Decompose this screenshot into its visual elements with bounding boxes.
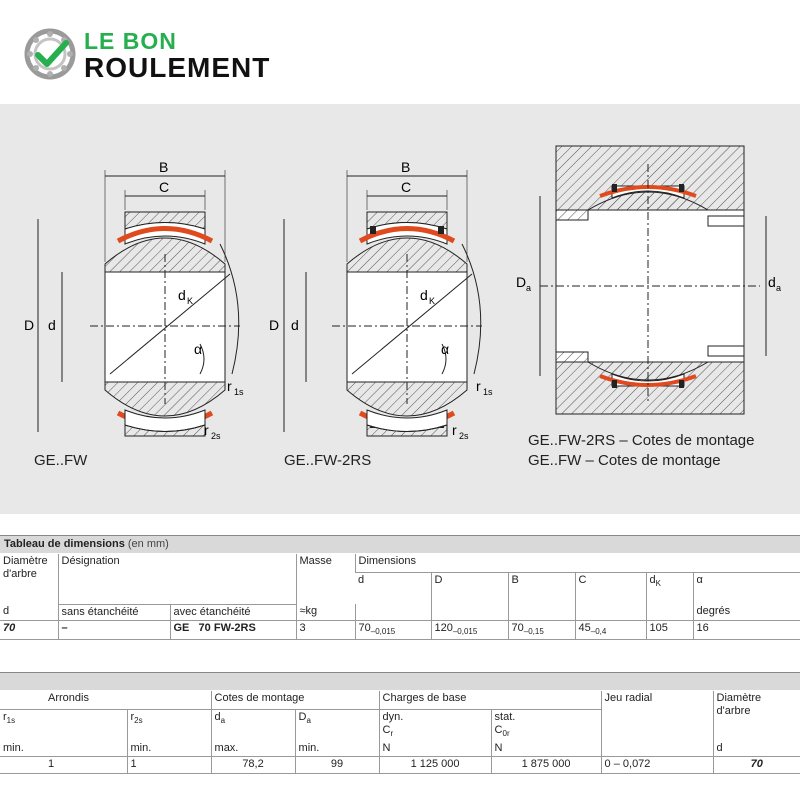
header-Cr-sub: r — [390, 728, 394, 738]
row2-r1s: 1 — [0, 757, 127, 774]
row-no-seal: – — [58, 620, 170, 639]
header-mass-unit: ≈kg — [296, 604, 355, 620]
row2-shaft: 70 — [713, 757, 800, 774]
dimensions-table — [0, 554, 800, 640]
caption-fw: GE..FW — [34, 452, 88, 469]
header-Da-sub: a — [306, 715, 311, 725]
header-Da-text: D — [298, 710, 307, 723]
row-d-value: 70 — [358, 621, 371, 634]
header-alpha: α — [693, 572, 800, 604]
header-C0r-sub: 0r — [502, 728, 510, 738]
caption-mount-2rs: GE..FW-2RS – Cotes de montage — [528, 432, 755, 449]
label-D-1: D — [24, 317, 35, 333]
row-D-value: 120 — [434, 621, 453, 634]
row-d — [355, 620, 431, 639]
header-dK — [646, 572, 693, 604]
row2-da: 78,2 — [211, 757, 295, 774]
header-B: B — [508, 572, 575, 604]
header-shaft-symbol-2: d — [713, 741, 800, 757]
bearing-fw2rs — [284, 170, 482, 436]
header-C0r-text: C — [494, 723, 503, 736]
header-d: d — [355, 572, 431, 604]
label-r2s-sub-1: 2s — [211, 431, 221, 441]
caption-fw2rs: GE..FW-2RS — [284, 452, 372, 469]
header-dK-sub: K — [655, 578, 661, 588]
header-no-seal: sans étanchéité — [58, 604, 170, 620]
label-r1s-1: r — [227, 378, 232, 394]
row-C-tol: –0,4 — [590, 626, 607, 636]
row-alpha: 16 — [693, 620, 800, 639]
row-B — [508, 620, 575, 639]
label-dK-1: d — [178, 287, 186, 303]
row-with-seal: GE 70 FW-2RS — [170, 620, 296, 639]
row2-jeu: 0 – 0,072 — [601, 757, 713, 774]
header-dimensions: Dimensions — [355, 554, 800, 572]
header-dyn-text: dyn. — [382, 710, 404, 723]
header-degrees: degrés — [693, 604, 800, 620]
label-B-2: B — [401, 159, 411, 175]
header-r1s-text: r — [3, 710, 7, 723]
row-D — [431, 620, 508, 639]
header-D: D — [431, 572, 508, 604]
row2-r2s: 1 — [127, 757, 211, 774]
mounting-table — [0, 691, 800, 774]
header-mass: Masse — [296, 554, 355, 604]
label-da: d — [768, 274, 776, 290]
header-r2s — [127, 709, 211, 741]
table1-title — [0, 535, 800, 553]
header-C: C — [575, 572, 646, 604]
caption-mount-fw: GE..FW – Cotes de montage — [528, 452, 721, 469]
table1-title-text: Tableau de dimensions — [4, 538, 125, 550]
header-with-seal: avec étanchéité — [170, 604, 296, 620]
label-C-2: C — [401, 179, 412, 195]
header-dK-text: d — [649, 573, 656, 586]
header — [0, 0, 800, 104]
header-jeu: Jeu radial — [601, 691, 713, 757]
header-shaft-diameter: Diamètre d'arbre — [3, 555, 48, 580]
row2-C0r: 1 875 000 — [491, 757, 601, 774]
header-stat-text: stat. — [494, 710, 516, 723]
header-stat — [491, 709, 601, 741]
row-mass: 3 — [296, 620, 355, 639]
label-Da: D — [516, 274, 527, 290]
label-Da-sub: a — [526, 283, 532, 293]
label-d-1: d — [48, 317, 56, 333]
header-da — [211, 709, 295, 741]
row-dK: 105 — [646, 620, 693, 639]
technical-drawing — [0, 104, 800, 514]
label-r2s-sub-2: 2s — [459, 431, 469, 441]
brand-line1: LE BON — [84, 28, 177, 54]
header-charges: Charges de base — [379, 691, 601, 709]
label-r2s-2: r — [452, 422, 457, 438]
header-designation: Désignation — [58, 554, 296, 604]
mounting-drawing — [540, 146, 766, 414]
label-r2s-1: r — [204, 422, 209, 438]
header-arrondis: Arrondis — [48, 692, 89, 704]
header-r2s-sub: 2s — [134, 715, 143, 725]
label-dK-2: d — [420, 287, 428, 303]
header-r2s-text: r — [130, 710, 135, 723]
header-Da — [295, 709, 379, 741]
label-dK-sub-2: K — [429, 296, 436, 306]
header-dyn — [379, 709, 491, 741]
header-min-3: min. — [295, 741, 379, 757]
brand-line2: ROULEMENT — [84, 52, 271, 83]
row-shaft: 70 — [0, 620, 58, 639]
label-C-1: C — [159, 179, 170, 195]
row2-Da: 99 — [295, 757, 379, 774]
header-N-1: N — [379, 741, 491, 757]
header-cotes: Cotes de montage — [211, 691, 379, 709]
row-B-tol: –0,15 — [523, 626, 544, 636]
label-r1s-sub-1: 1s — [234, 387, 244, 397]
label-r1s-2: r — [476, 378, 481, 394]
table1-unit: (en mm) — [127, 538, 169, 550]
label-alpha-1: α — [194, 341, 203, 357]
header-min-2: min. — [127, 741, 211, 757]
row-B-value: 70 — [511, 621, 524, 634]
label-da-sub: a — [776, 283, 782, 293]
header-da-text: d — [214, 710, 221, 723]
bearing-fw — [38, 170, 240, 436]
header-shaft-symbol: d — [3, 605, 10, 617]
table2-title-bar — [0, 672, 800, 690]
row2-Cr: 1 125 000 — [379, 757, 491, 774]
header-min-1: min. — [3, 741, 24, 754]
row-d-tol: –0,015 — [370, 626, 396, 636]
row-C-value: 45 — [578, 621, 591, 634]
row-C — [575, 620, 646, 639]
header-r1s-sub: 1s — [6, 715, 16, 725]
label-d-2: d — [291, 317, 299, 333]
header-N-2: N — [491, 741, 601, 757]
header-shaft-diameter-2: Diamètre d'arbre — [713, 691, 800, 741]
bearing-check-icon — [24, 28, 76, 80]
label-B-1: B — [159, 159, 169, 175]
header-max: max. — [211, 741, 295, 757]
label-alpha-2: α — [441, 341, 450, 357]
header-Cr-text: C — [382, 723, 391, 736]
label-D-2: D — [269, 317, 280, 333]
header-da-sub: a — [220, 715, 226, 725]
header-r1s — [0, 709, 127, 741]
row-D-tol: –0,015 — [452, 626, 478, 636]
label-r1s-sub-2: 1s — [483, 387, 493, 397]
label-dK-sub-1: K — [187, 296, 194, 306]
